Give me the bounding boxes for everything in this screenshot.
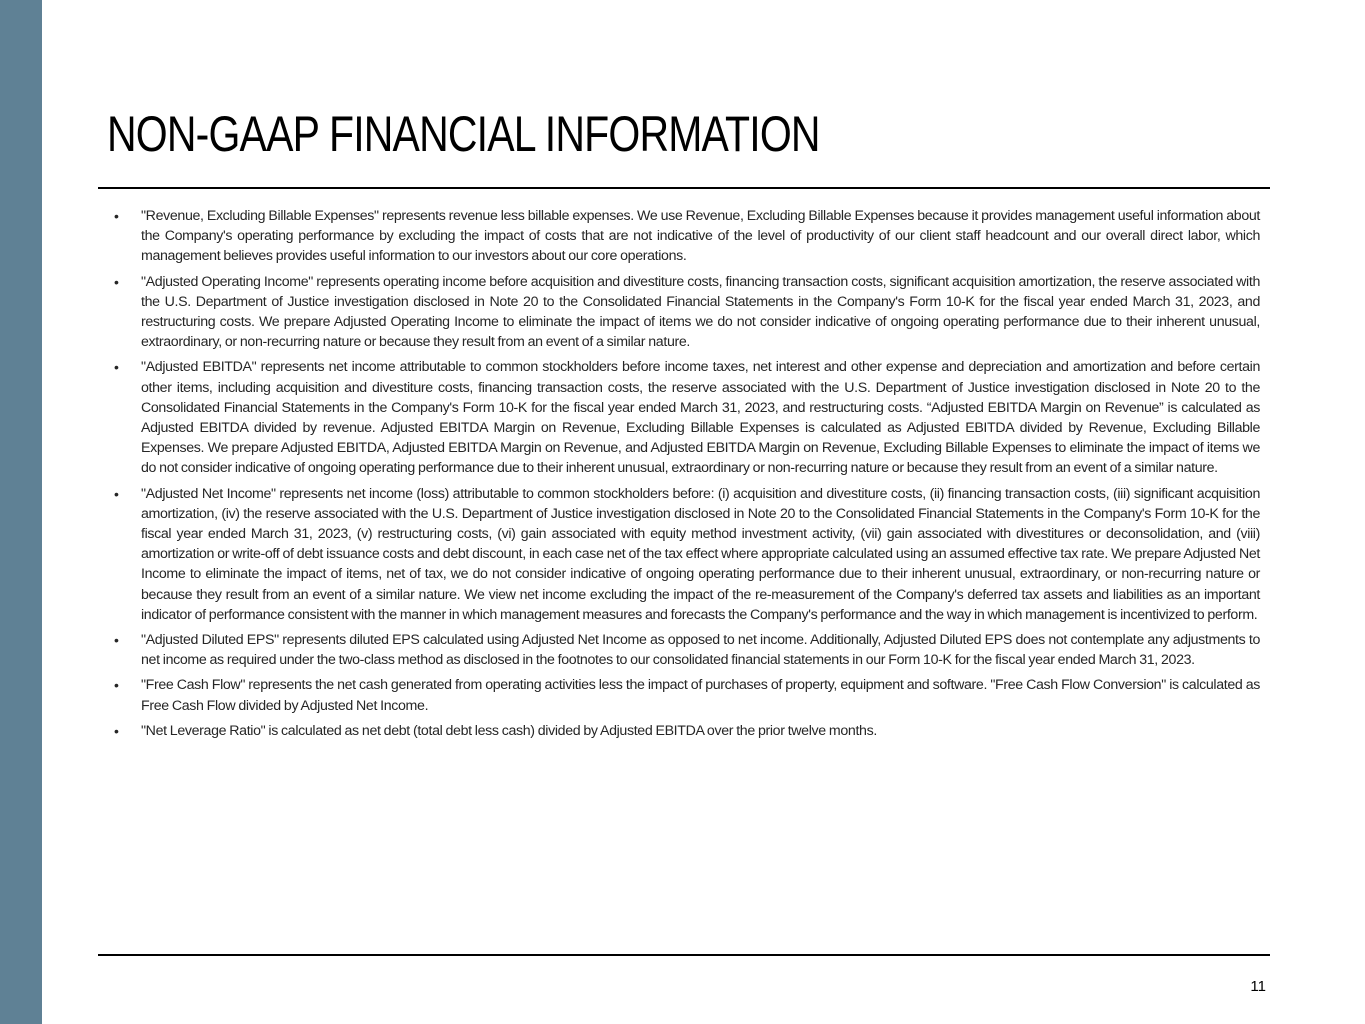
page-number: 11 — [1250, 978, 1266, 995]
bullet-icon: • — [114, 273, 119, 290]
page-title: NON-GAAP FINANCIAL INFORMATION — [107, 106, 820, 162]
bullet-icon: • — [114, 208, 119, 224]
bullet-icon: • — [114, 485, 119, 502]
list-item — [108, 484, 1260, 625]
list-item — [108, 206, 1260, 267]
definition-revenue-excluding-billable: "Revenue, Excluding Billable Expenses" represents revenue less billable expenses. We use Revenue, Excluding Billable Expenses because it provides management useful information about the Company's operating performance by excluding the impact of costs that are not indicative of the level of productivity of our client staff headcount and our overall direct labor, which management believes provides useful information to our investors about our core operations. — [141, 208, 1260, 265]
definition-adjusted-operating-income: "Adjusted Operating Income" represents operating income before acquisition and divestiture costs, financing transaction costs, significant acquisition amortization, the reserve associated with the U.S. Department of Justice investigation disclosed in Note 20 to the Consolidated Financial Statements in the Company's Form 10-K for the fiscal year ended March 31, 2023, and restructuring costs. We prepare Adjusted Operating Income to eliminate the impact of items we do not consider indicative of ongoing operating performance due to their inherent unusual, extraordinary, or non-recurring nature or because they result from an event of a similar nature. — [141, 273, 1260, 351]
list-item — [108, 721, 1260, 741]
bullet-icon: • — [114, 722, 119, 739]
top-divider — [98, 187, 1270, 189]
bullet-icon: • — [114, 359, 119, 376]
left-accent-bar — [0, 0, 42, 1024]
definition-adjusted-net-income: "Adjusted Net Income" represents net income (loss) attributable to common stockholders before: (i) acquisition and divestiture costs, (ii) financing transaction costs, (iii) significant acquisition amortization, (iv) the reserve associated with the U.S. Department of Justice investigation disclosed in Note 20 to the Consolidated Financial Statements in the Company's Form 10-K for the fiscal year ended March 31, 2023, (v) restructuring costs, (vi) gain associated with equity method investment activity, (vii) gain associated with divestitures or deconsolidation, and (viii) amortization or write-off of debt issuance costs and debt discount, in each case net of the tax effect where appropriate calculated using an assumed effective tax rate. We prepare Adjusted Net Income to eliminate the impact of items, net of tax, we do not consider indicative of ongoing operating performance due to their inherent unusual, extraordinary, or non-recurring nature or because they result from an event of a similar nature. We view net income excluding the impact of the re-measurement of the Company's deferred tax assets and liabilities as an important indicator of performance consistent with the manner in which management measures and forecasts the Company's performance and the way in which management is incentivized to perform. — [141, 485, 1260, 623]
bullet-icon: • — [114, 632, 119, 649]
bullet-icon: • — [114, 677, 119, 694]
definition-adjusted-diluted-eps: "Adjusted Diluted EPS" represents diluted EPS calculated using Adjusted Net Income as opposed to net income. Additionally, Adjusted Diluted EPS does not contemplate any adjustments to net income as required under the two-class method as disclosed in the footnotes to our consolidated financial statements in our Form 10-K for the fiscal year ended March 31, 2023. — [141, 632, 1260, 669]
list-item — [108, 272, 1260, 353]
definition-free-cash-flow: "Free Cash Flow" represents the net cash generated from operating activities less the impact of purchases of property, equipment and software. "Free Cash Flow Conversion" is calculated as Free Cash Flow divided by Adjusted Net Income. — [141, 677, 1260, 714]
list-item — [108, 357, 1260, 478]
definition-adjusted-ebitda: "Adjusted EBITDA" represents net income attributable to common stockholders before income taxes, net interest and other expense and depreciation and amortization and before certain other items, including acquisition and divestiture costs, financing transaction costs, the reserve associated with the U.S. Department of Justice investigation disclosed in Note 20 to the Consolidated Financial Statements in the Company's Form 10-K for the fiscal year ended March 31, 2023, and restructuring costs. “Adjusted EBITDA Margin on Revenue” is calculated as Adjusted EBITDA divided by revenue. Adjusted EBITDA Margin on Revenue, Excluding Billable Expenses is calculated as Adjusted EBITDA divided by Revenue, Excluding Billable Expenses. We prepare Adjusted EBITDA, Adjusted EBITDA Margin on Revenue, and Adjusted EBITDA Margin on Revenue, Excluding Billable Expenses to eliminate the impact of items we do not consider indicative of ongoing operating performance due to their inherent unusual, extraordinary or non-recurring nature or because they result from an event of a similar nature. — [141, 359, 1260, 477]
definitions-list — [108, 206, 1260, 746]
definition-net-leverage-ratio: "Net Leverage Ratio" is calculated as net debt (total debt less cash) divided by Adjusted EBITDA over the prior twelve months. — [141, 722, 877, 739]
bottom-divider — [98, 954, 1270, 956]
list-item — [108, 630, 1260, 670]
list-item — [108, 675, 1260, 715]
